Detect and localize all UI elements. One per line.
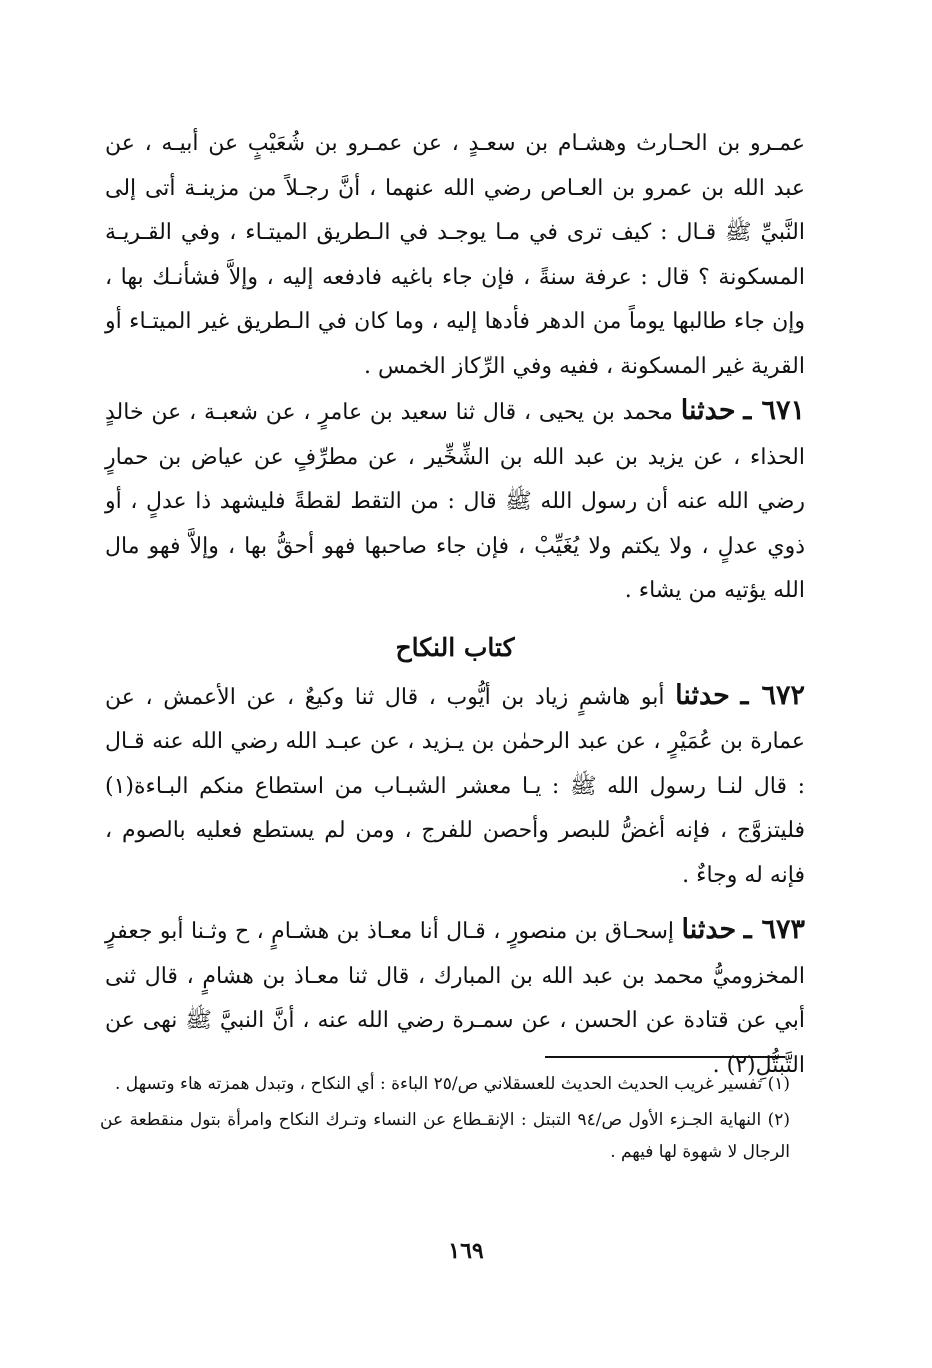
hadith-text: محمد بن يحيى ، قال ثنا سعيد بن عامرٍ ، عن شعبـة ، عن خالدٍ الحذاء ، عن يزيد بن عبد الله بن الشِّخِّير ، عن مطرِّفٍ عن عياض بن حمارٍ رضي الله عنه أن رسول الله ﷺ قال : من التقط لقطةً فليشهد ذا عدلٍ ، أو ذوي عدلٍ ، ولا يكتم ولا يُغَيِّبْ ، فإن جاء صاحبها فهو أحقُّ بها ، وإلاَّ فهو مال الله يؤتيه من يشاء . xyxy=(105,400,805,603)
hadith-672 xyxy=(105,674,805,899)
footnote-2: (٢) النهاية الجـزء الأول ص/٩٤ التبتل : الإنقـطاع عن النساء وتـرك النكاح وامرأة بتول منقطعة عن الرجال لا شهوة لها فيهم . xyxy=(100,1110,790,1162)
hadith-number: ٦٧١ ـ xyxy=(743,395,806,426)
hadith-opening-word: حدثنا xyxy=(681,914,737,945)
hadith-text: إسحـاق بن منصورٍ ، قـال أنا معـاذ بن هشـامٍ ، ح وثـنا أبو جعفرٍ المخزوميُّ محمد بن عبد الله بن المبارك ، قال ثنا معـاذ بن هشامٍ ، قال ثنى أبي عن قتادة عن الحسن ، عن سمـرة رضي الله عنه ، أنَّ النبيَّ ﷺ نهى عن التَّبتُّلِ(٢) . xyxy=(105,919,805,1078)
hadith-number: ٦٧٢ ـ xyxy=(740,679,805,711)
hadith-text: أبو هاشمٍ زياد بن أيُّوب ، قال ثنا وكيعٌ ، عن الأعمش ، عن عمارة بن عُمَيْرٍ ، عن عبد الرحمٰن بن يـزيد ، عن عبـد الله رضي الله عنه قـال : قال لنـا رسول الله ﷺ : يـا معشر الشبـاب من استطاع منكم البـاءة(١) فليتزوَّج ، فإنه أغضُّ للبصر وأحصن للفرج ، ومن لم يستطع فعليه بالصوم ، فإنه له وجاءٌ . xyxy=(105,684,805,888)
page-number: ١٦٩ xyxy=(448,1238,484,1264)
hadith-opening-word: حدثنا xyxy=(680,395,736,426)
paragraph-continuation: عمـرو بن الحـارث وهشـام بن سعـدٍ ، عن عمـرو بن شُعَيْبٍ عن أبيـه ، عن عبد الله بن عمرو بن العـاص رضي الله عنهما ، أنَّ رجـلاً من مزينـة أتى إلى النَّبيِّ ﷺ قـال : كيف ترى في مـا يوجـد في الـطريق الميتـاء ، وفي القـريـة المسكونة ؟ قال : عرفة سنةً ، فإن جاء باغيه فادفعه إليه ، وإلاَّ فشأنـك بها ، وإن جاء طالبها يوماً من الدهر فأدها إليه ، وما كان في الـطريق غير الميتـاء أو القرية غير المسكونة ، ففيه وفي الرِّكاز الخمس . xyxy=(105,131,805,379)
footnote-divider xyxy=(545,1056,785,1058)
hadith-673 xyxy=(105,908,805,1088)
footnotes xyxy=(100,1068,790,1172)
hadith-opening-word: حدثنا xyxy=(675,679,730,711)
chapter-title: كتاب النكاح xyxy=(395,632,515,662)
footnote-1: (١) تفسير غريب الحديث الحديث للعسقلاني ص/٢٥ الباءة : أي النكاح ، وتبدل همزته هاء وتسهل . xyxy=(114,1074,790,1094)
hadith-671 xyxy=(105,389,805,614)
main-text xyxy=(105,122,805,1088)
hadith-number: ٦٧٣ ـ xyxy=(743,914,805,945)
